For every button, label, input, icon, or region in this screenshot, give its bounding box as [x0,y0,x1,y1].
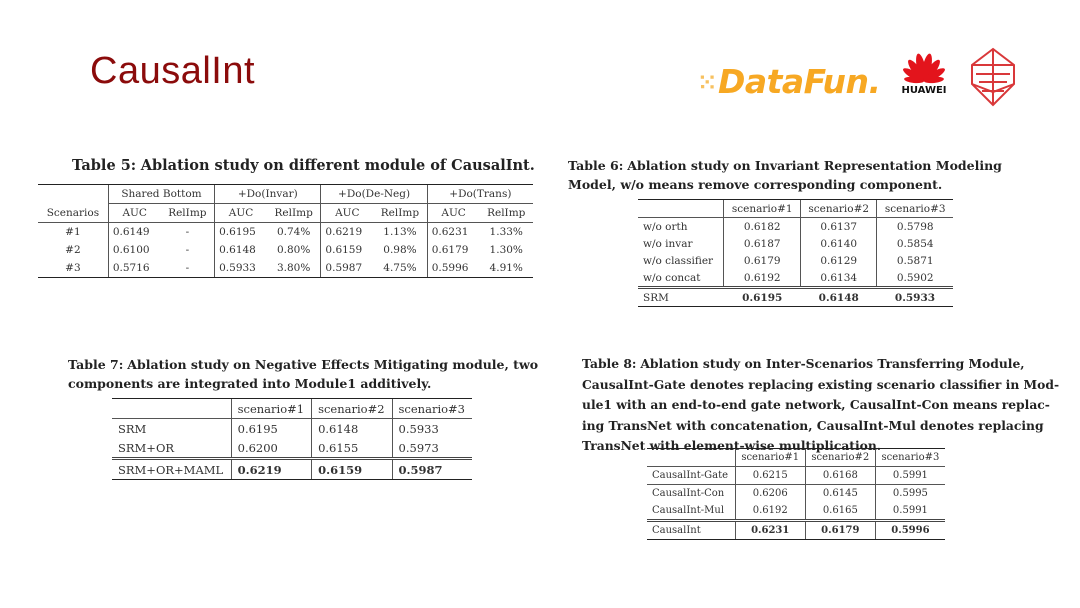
table5-col-header: AUC [321,204,373,223]
table5-col-header: RelImp [373,204,427,223]
table6-cell: 0.6179 [724,252,801,269]
table8-caption-line [582,416,1059,437]
table6 [638,199,953,307]
table8-cell: 0.6215 [735,467,805,485]
table5-cell: 0.5716 [108,259,160,278]
table-row [112,459,472,480]
table8-caption-line [582,395,1059,416]
table8-cell: 0.6179 [805,521,875,540]
table-row [647,521,945,540]
table5-cell: 0.80% [276,244,311,256]
table8-cell: CausalInt [647,521,735,540]
table-row [112,438,472,459]
table-row [38,259,533,278]
table6-cell: w/o orth [643,220,688,233]
datafun-logo [698,62,881,101]
table5-cell: 0.6179 [427,241,479,259]
table6-cell: 0.6187 [724,235,801,252]
ship-logo-icon [962,46,1024,108]
table7-caption-label: Table 7: [68,357,124,372]
table8-cell: 0.6165 [805,502,875,521]
table-row [638,252,953,269]
table7-cell: SRM+OR [118,440,175,455]
table7-cell: 0.6200 [231,438,311,459]
table5-cell: #1 [65,226,81,238]
table6-cell: 0.5871 [877,252,953,269]
table5-col-header: RelImp [479,204,533,223]
table-row [38,241,533,259]
table-row [647,502,945,521]
table6-header: scenario#3 [877,200,953,218]
table7-cell: 0.6195 [231,419,311,439]
table7-cell: SRM+OR+MAML [112,459,231,480]
table6-cell: 0.5854 [877,235,953,252]
table6-caption-text: Ablation study on Invariant Representation Modeling [627,158,1002,173]
table-row [38,223,533,242]
table-row [112,419,472,439]
table7-cell: SRM [118,421,147,436]
table7-header [112,399,231,419]
table6-cell: 0.6195 [724,288,801,307]
table5-group-header: +Do(De-Neg) [321,185,427,204]
table6-cell: 0.6148 [800,288,877,307]
table5-cell: - [185,244,190,256]
table7-header: scenario#3 [392,399,472,419]
table6-cell: 0.6140 [800,235,877,252]
table5-cell: 0.6159 [321,241,373,259]
table-row [38,185,533,204]
table5-cell: 0.5996 [427,259,479,278]
table-row [638,218,953,236]
table5 [38,184,533,278]
table5-cell: 1.30% [489,244,523,256]
table5-cell: 3.80% [267,259,321,278]
table6-caption [568,156,1002,194]
table-row [647,467,945,485]
datafun-dots-icon: ⁙ [698,71,716,96]
table5-cell: 0.6100 [108,241,160,259]
table5-cell: 0.98% [383,244,417,256]
table8-header [647,449,735,467]
table6-cell: 0.5798 [877,218,953,236]
table-row [647,485,945,503]
table-row [638,269,953,288]
table5-cell: 1.33% [489,226,523,238]
table-row [112,399,472,419]
table7-caption-text: components are integrated into Module1 additively. [68,376,432,391]
table7-caption-text: Ablation study on Negative Effects Mitigating module, two [127,357,539,372]
table-row [638,235,953,252]
table7-cell: 0.6159 [312,459,392,480]
table8-caption-text: ing TransNet with concatenation, CausalInt-Mul denotes replacing [582,417,1044,433]
table5-cell: 0.6231 [427,223,479,242]
table8-caption-text: Ablation study on Inter-Scenarios Transferring Module, [640,356,1025,371]
table8-cell: 0.5995 [875,485,945,503]
table8-cell: 0.6192 [735,502,805,521]
table8-cell: 0.6206 [735,485,805,503]
table5-cell: 4.75% [373,259,427,278]
table8-caption-label: Table 8: [582,356,637,371]
table7-header: scenario#2 [312,399,392,419]
huawei-logo-text: HUAWEI [901,85,947,96]
table7-cell: 0.6148 [312,419,392,439]
table6-caption-line [568,156,1002,175]
table5-col-header: AUC [215,204,267,223]
table5-cell: #3 [38,259,108,278]
table7-header: scenario#1 [231,399,311,419]
table8 [647,448,945,540]
table8-header: scenario#1 [735,449,805,467]
table5-cell: 1.13% [383,226,417,238]
table5-col-header: Scenarios [38,204,108,223]
table6-cell: 0.6129 [800,252,877,269]
table5-col-header: AUC [427,204,479,223]
table6-caption-label: Table 6: [568,158,624,173]
table7-cell: 0.5973 [392,438,472,459]
table5-cell: - [161,259,215,278]
table6-cell: w/o concat [643,271,701,284]
table8-header: scenario#3 [875,449,945,467]
table-row [638,288,953,307]
huawei-petals-icon [901,48,947,84]
table6-cell: 0.5902 [877,269,953,288]
table5-cell: 0.6148 [215,241,267,259]
table5-cell: 4.91% [479,259,533,278]
table5-col-header: RelImp [161,204,215,223]
table7-caption-line [68,374,538,393]
table5-caption-label: Table 5: [72,157,137,174]
table6-header: scenario#2 [800,200,877,218]
table5-cell: 0.6219 [321,223,373,242]
table5-cell: 0.5987 [321,259,373,278]
table5-cell: 0.6149 [108,223,160,242]
table6-cell: w/o classifier [643,254,714,267]
table6-cell: 0.5933 [877,288,953,307]
table6-header [638,200,724,218]
table8-cell: CausalInt-Gate [647,467,735,485]
table5-cell: 0.6195 [215,223,267,242]
table8-caption-text: ule1 with an end-to-end gate network, CausalInt-Con means replac- [582,397,1050,412]
table5-cell: 0.74% [276,226,311,238]
table8-caption-line [582,375,1059,396]
table8-caption-text: CausalInt-Gate denotes replacing existing scenario classifier in Mod- [582,376,1060,392]
table6-caption-text: Model, w/o means remove corresponding component. [568,177,943,192]
table8-header: scenario#2 [805,449,875,467]
table5-caption [72,156,535,176]
table7 [112,398,472,480]
table5-group-header: +Do(Trans) [427,185,533,204]
table5-col-header: RelImp [267,204,321,223]
table5-group-header: Shared Bottom [108,185,214,204]
table8-cell: CausalInt-Con [652,488,725,499]
table6-cell: 0.6182 [724,218,801,236]
table6-cell: 0.6192 [724,269,801,288]
table7-caption [68,355,538,393]
table-row [638,200,953,218]
table7-cell: 0.5987 [392,459,472,480]
table5-cell: 0.5933 [215,259,267,278]
table5-caption-text: Ablation study on different module of CausalInt. [140,157,535,174]
table6-cell: SRM [638,288,724,307]
table8-caption [582,354,1059,457]
table-row [38,204,533,223]
table8-cell: 0.5991 [875,502,945,521]
table5-col-header: AUC [108,204,160,223]
table7-cell: 0.5933 [392,419,472,439]
table8-caption-text: TransNet with element-wise multiplication. [582,438,882,453]
table8-cell: CausalInt-Mul [652,505,725,516]
table7-cell: 0.6219 [231,459,311,480]
table8-cell: 0.5991 [875,467,945,485]
table8-cell: 0.6231 [735,521,805,540]
table7-caption-line [68,355,538,374]
table5-cell: #2 [65,244,81,256]
table6-cell: 0.6134 [800,269,877,288]
table8-cell: 0.5996 [875,521,945,540]
table6-cell: 0.6137 [800,218,877,236]
slide-title: CausalInt [90,50,256,92]
table-row [647,449,945,467]
table5-cell: - [185,226,190,238]
table5-group-header: +Do(Invar) [215,185,321,204]
table8-cell: 0.6145 [805,485,875,503]
table8-cell: 0.6168 [805,467,875,485]
table7-cell: 0.6155 [312,438,392,459]
table6-caption-line [568,175,1002,194]
datafun-logo-text: DataFun. [717,62,881,101]
huawei-logo [892,48,956,96]
table6-cell: w/o invar [643,237,693,250]
table8-caption-line [582,354,1059,375]
table6-header: scenario#1 [724,200,801,218]
